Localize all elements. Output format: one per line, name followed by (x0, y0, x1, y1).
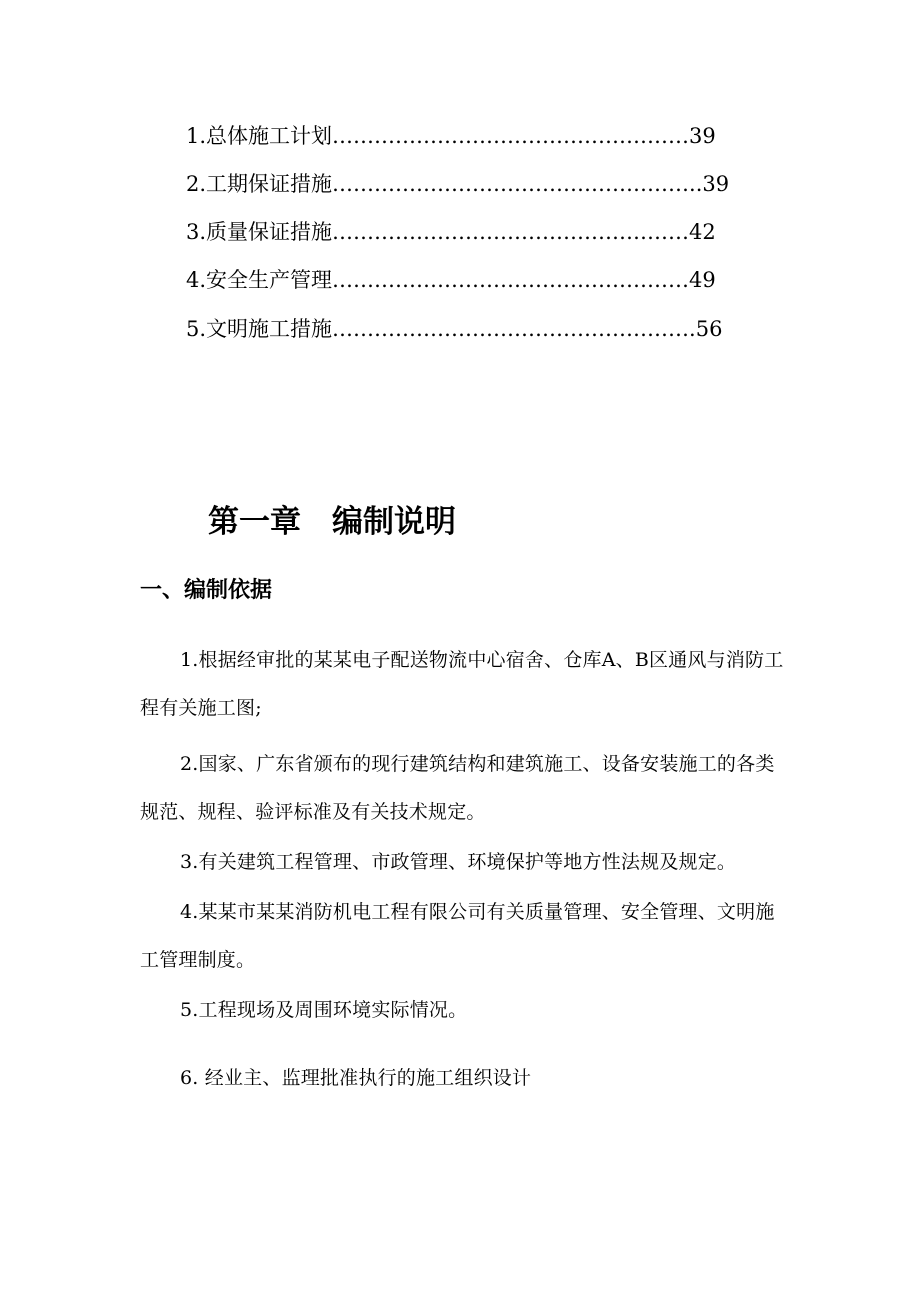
toc-item-4: 4.安全生产管理……………………………………………49 (186, 268, 716, 292)
chapter-title: 第一章 编制说明 (208, 504, 456, 540)
paragraph-3: 3.有关建筑工程管理、市政管理、环境保护等地方性法规及规定。 (180, 851, 737, 873)
toc-item-5: 5.文明施工措施…………………………………………….56 (186, 317, 723, 341)
toc-item-2: 2.工期保证措施……………………………………………..39 (186, 172, 730, 196)
section-heading: 一、编制依据 (140, 578, 273, 603)
paragraph-4: 4.某某市某某消防机电工程有限公司有关质量管理、安全管理、文明施工管理制度。 (140, 901, 775, 971)
paragraph-6: 6. 经业主、监理批准执行的施工组织设计 (180, 1067, 532, 1089)
paragraph-2: 2.国家、广东省颁布的现行建筑结构和建筑施工、设备安装施工的各类规范、规程、验评标准及有关技术规定。 (140, 753, 775, 823)
toc-item-1: 1.总体施工计划……………………………………………39 (186, 124, 716, 148)
paragraph-1: 1.根据经审批的某某电子配送物流中心宿舍、仓库A、B区通风与消防工程有关施工图; (140, 649, 784, 719)
paragraph-5: 5.工程现场及周围环境实际情况。 (180, 999, 468, 1021)
toc-item-3: 3.质量保证措施……………………………………………42 (186, 220, 716, 244)
